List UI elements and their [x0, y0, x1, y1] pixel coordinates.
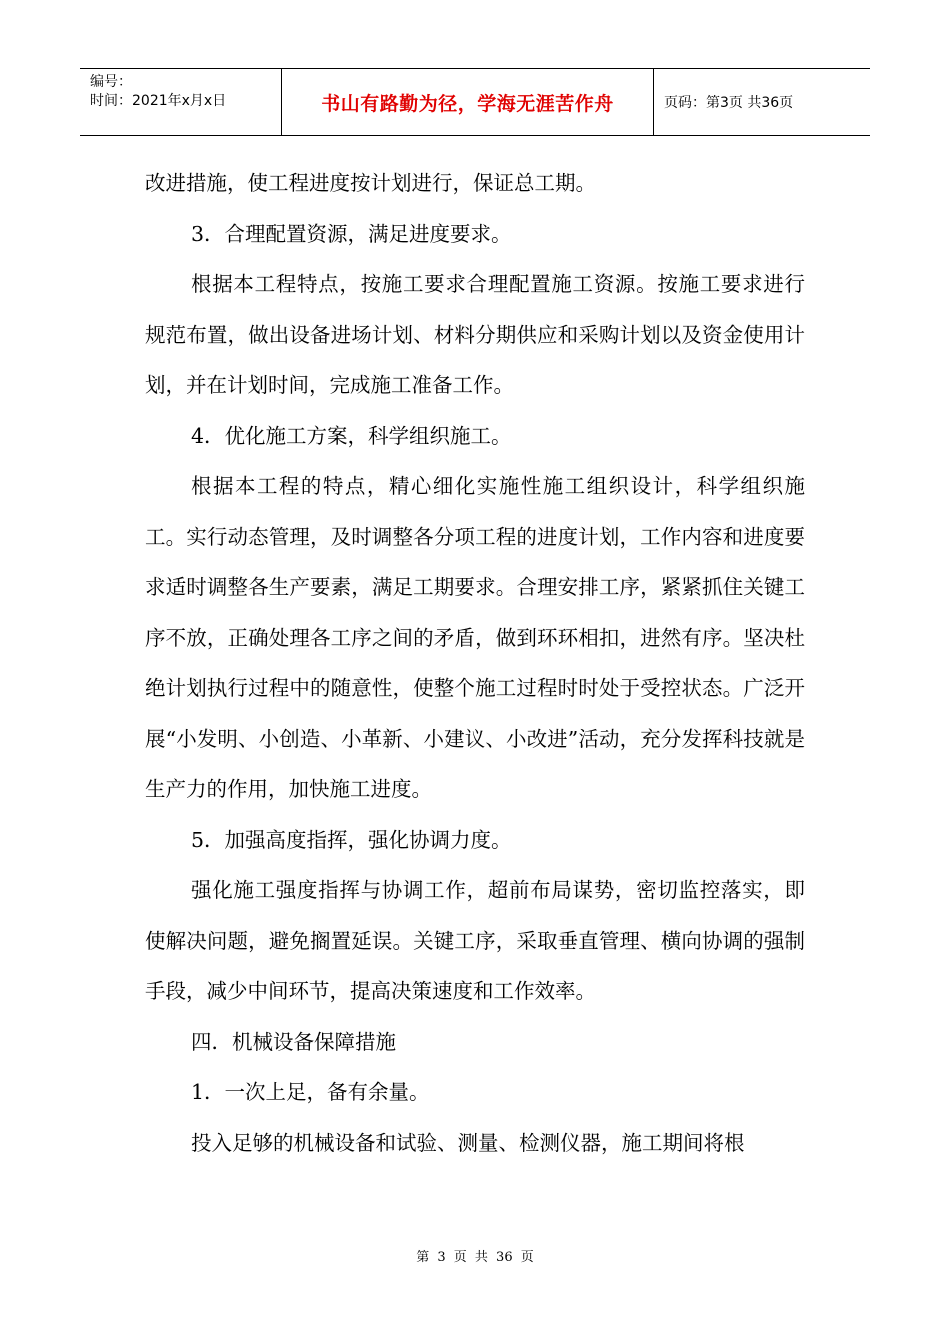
paragraph: 强化施工强度指挥与协调工作，超前布局谋势，密切监控落实，即使解决问题，避免搁置延误。关键工序，采取垂直管理、横向协调的强制手段，减少中间环节，提高决策速度和工作效率。: [145, 878, 805, 1003]
document-number-label: 编号：: [90, 74, 132, 90]
paragraph: 改进措施，使工程进度按计划进行，保证总工期。: [145, 171, 596, 195]
section-heading: 4．优化施工方案，科学组织施工。: [191, 423, 512, 448]
header-page-info: 页码：第3页 共36页: [664, 95, 794, 111]
chapter-heading: 四．机械设备保障措施: [191, 1029, 396, 1054]
paragraph: 根据本工程的特点，精心细化实施性施工组织设计，科学组织施工。实行动态管理，及时调整各分项工程的进度计划，工作内容和进度要求适时调整各生产要素，满足工期要求。合理安排工序，紧紧抓住关键工序不放，正确处理各工序之间的矛盾，做到环环相扣，进然有序。坚决杜绝计划执行过程中的随意性，使整个施工过程时时处于受控状态。广泛开展“小发明、小创造、小革新、小建议、小改进”活动，充分发挥科技就是生产力的作用，加快施工进度。: [145, 474, 805, 801]
document-time-label: 时间：2021年x月x日: [90, 93, 227, 109]
paragraph: 投入足够的机械设备和试验、测量、检测仪器，施工期间将根: [191, 1130, 745, 1155]
header-meta: [80, 69, 282, 135]
section-heading: 1．一次上足，备有余量。: [191, 1080, 430, 1104]
page-footer: 第 3 页 共 36 页: [416, 1250, 534, 1265]
paragraph: 根据本工程特点，按施工要求合理配置施工资源。按施工要求进行规范布置，做出设备进场计划、材料分期供应和采购计划以及资金使用计划，并在计划时间，完成施工准备工作。: [145, 272, 805, 397]
section-heading: 5．加强高度指挥，强化协调力度。: [191, 827, 512, 852]
page-header: [80, 68, 870, 136]
header-motto: 书山有路勤为径，学海无涯苦作舟: [282, 69, 654, 135]
document-body: [145, 158, 805, 1168]
section-heading: 3．合理配置资源，满足进度要求。: [191, 221, 512, 246]
